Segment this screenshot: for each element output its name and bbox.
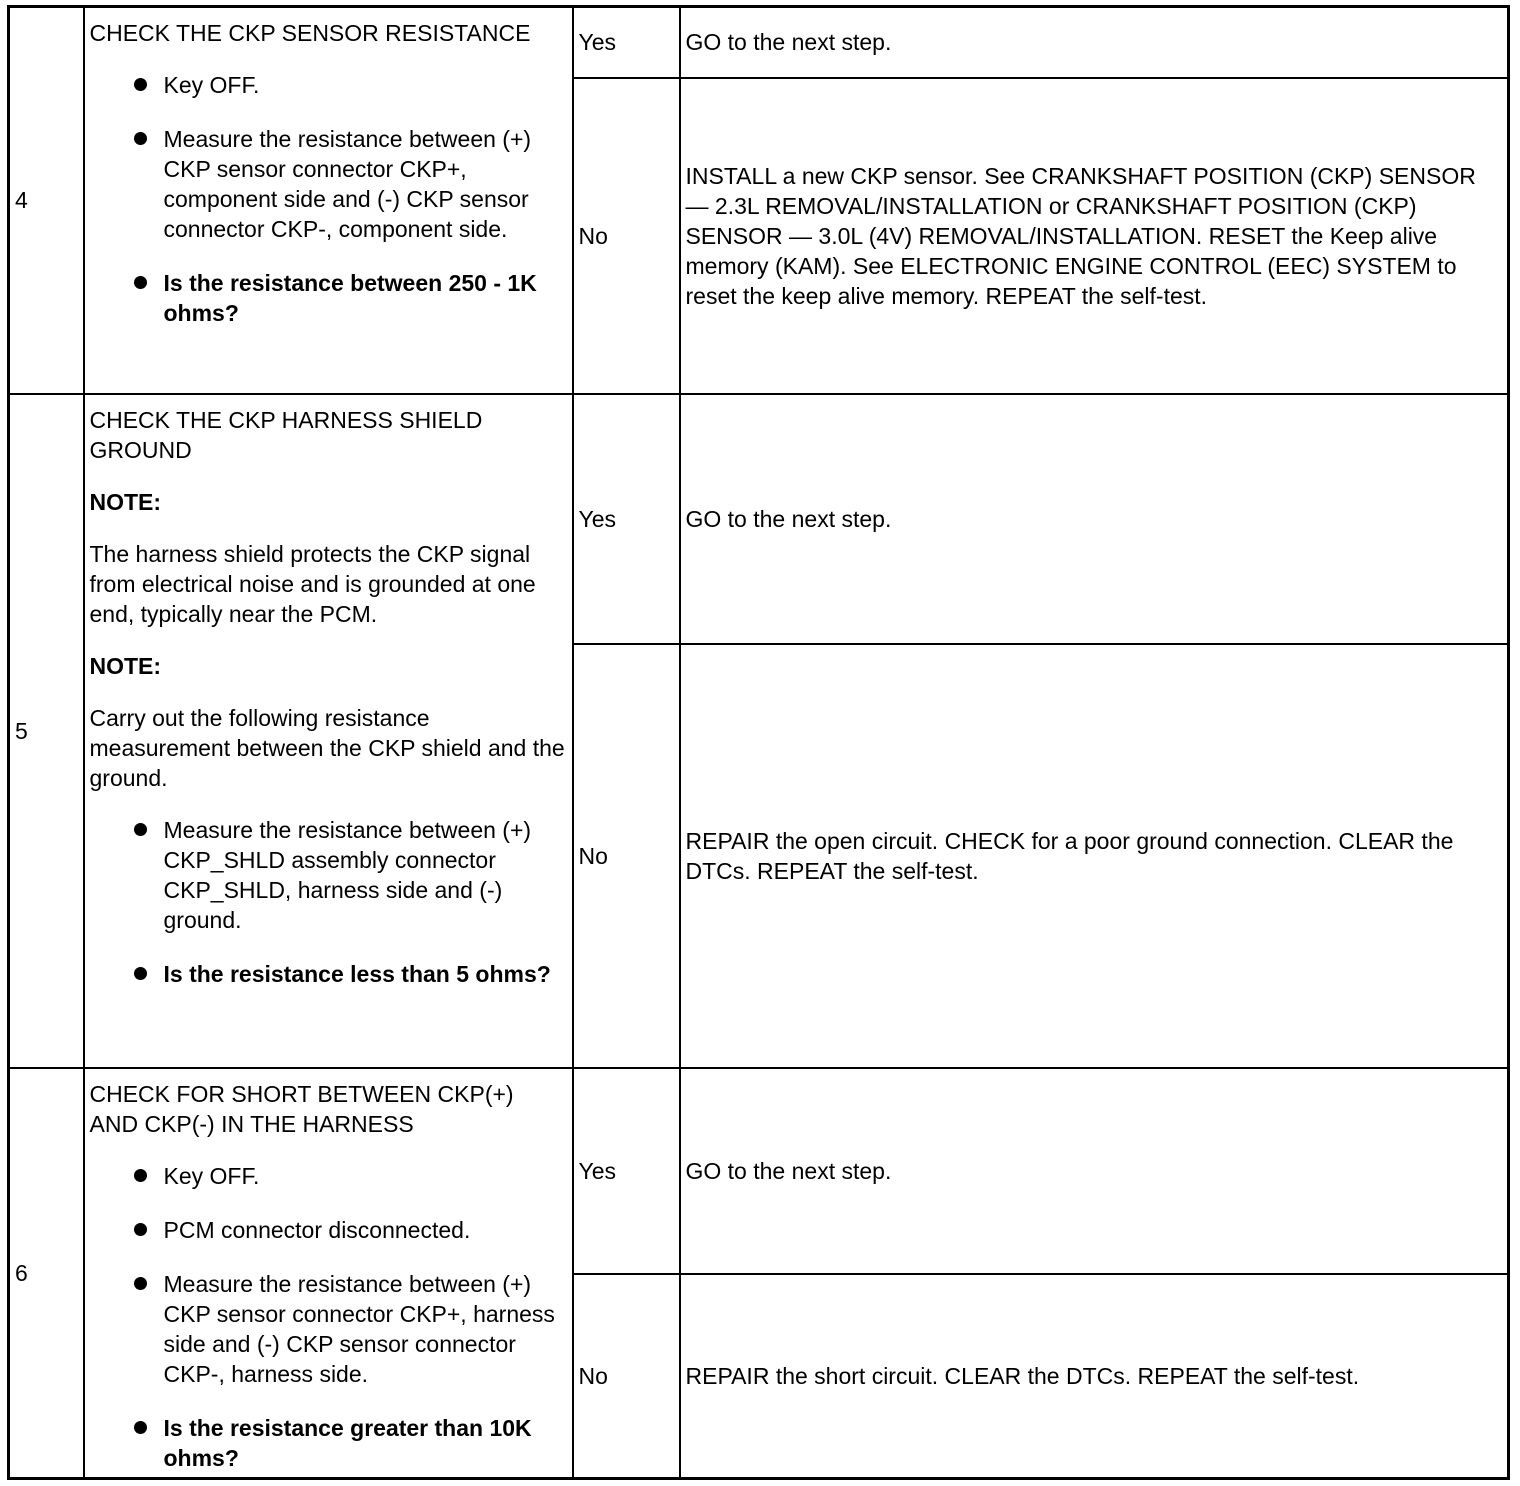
step-question: Is the resistance less than 5 ohms?	[164, 959, 566, 989]
bullet-icon	[134, 967, 147, 980]
result-yes: GO to the next step.	[680, 7, 1509, 78]
bullet-icon	[134, 823, 147, 836]
bullet-icon	[134, 78, 147, 91]
answer-yes: Yes	[573, 394, 680, 644]
result-no: REPAIR the open circuit. CHECK for a poor ground connection. CLEAR the DTCs. REPEAT the self-test.	[680, 644, 1509, 1068]
step-number: 4	[9, 7, 84, 394]
step-row-4-yes	[9, 7, 1509, 78]
action-bullet: Measure the resistance between (+) CKP sensor connector CKP+, component side and (-) CKP sensor connector CKP-, component side.	[164, 124, 566, 244]
bullet-icon	[134, 1277, 147, 1290]
note-label: NOTE:	[89, 488, 162, 515]
result-no: REPAIR the short circuit. CLEAR the DTCs. REPEAT the self-test.	[680, 1274, 1509, 1479]
action-list	[90, 815, 566, 989]
action-list	[90, 1161, 566, 1473]
action-list	[90, 70, 566, 328]
pinpoint-test-table	[7, 5, 1510, 1480]
step-heading: CHECK THE CKP SENSOR RESISTANCE	[89, 20, 531, 46]
bullet-icon	[134, 1421, 147, 1434]
bullet-icon	[134, 1223, 147, 1236]
step-number: 5	[9, 394, 84, 1068]
answer-no: No	[573, 1274, 680, 1479]
action-bullet: Measure the resistance between (+) CKP_SHLD assembly connector CKP_SHLD, harness side and (-) ground.	[164, 815, 566, 935]
note-text: The harness shield protects the CKP signal from electrical noise and is grounded at one end, typically near the PCM.	[89, 540, 536, 627]
note-text: Carry out the following resistance measurement between the CKP shield and the ground.	[89, 704, 565, 791]
step-action-cell	[84, 1068, 573, 1479]
action-bullet: Key OFF.	[164, 70, 566, 100]
step-question: Is the resistance greater than 10K ohms?	[164, 1413, 566, 1473]
answer-yes: Yes	[573, 1068, 680, 1274]
result-yes: GO to the next step.	[680, 394, 1509, 644]
action-bullet: Key OFF.	[164, 1161, 566, 1191]
step-action-cell	[84, 7, 573, 394]
action-bullet: PCM connector disconnected.	[164, 1215, 566, 1245]
step-row-5-yes	[9, 394, 1509, 644]
step-action-cell	[84, 394, 573, 1068]
bullet-icon	[134, 132, 147, 145]
answer-no: No	[573, 644, 680, 1068]
action-bullet: Measure the resistance between (+) CKP sensor connector CKP+, harness side and (-) CKP sensor connector CKP-, harness side.	[164, 1269, 566, 1389]
result-no: INSTALL a new CKP sensor. See CRANKSHAFT POSITION (CKP) SENSOR — 2.3L REMOVAL/INSTALLATION or CRANKSHAFT POSITION (CKP) SENSOR — 3.0L (4V) REMOVAL/INSTALLATION. RESET the Keep alive memory (KAM). See ELECTRONIC ENGINE CONTROL (EEC) SYSTEM to reset the keep alive memory. REPEAT the self-test.	[680, 78, 1509, 394]
answer-yes: Yes	[573, 7, 680, 78]
step-number: 6	[9, 1068, 84, 1479]
bullet-icon	[134, 276, 147, 289]
step-heading: CHECK FOR SHORT BETWEEN CKP(+) AND CKP(-) IN THE HARNESS	[89, 1080, 514, 1137]
bullet-icon	[134, 1169, 147, 1182]
result-yes: GO to the next step.	[680, 1068, 1509, 1274]
note-label: NOTE:	[89, 652, 162, 679]
step-heading: CHECK THE CKP HARNESS SHIELD GROUND	[89, 406, 483, 463]
step-question: Is the resistance between 250 - 1K ohms?	[164, 268, 566, 328]
step-row-6-yes	[9, 1068, 1509, 1274]
answer-no: No	[573, 78, 680, 394]
